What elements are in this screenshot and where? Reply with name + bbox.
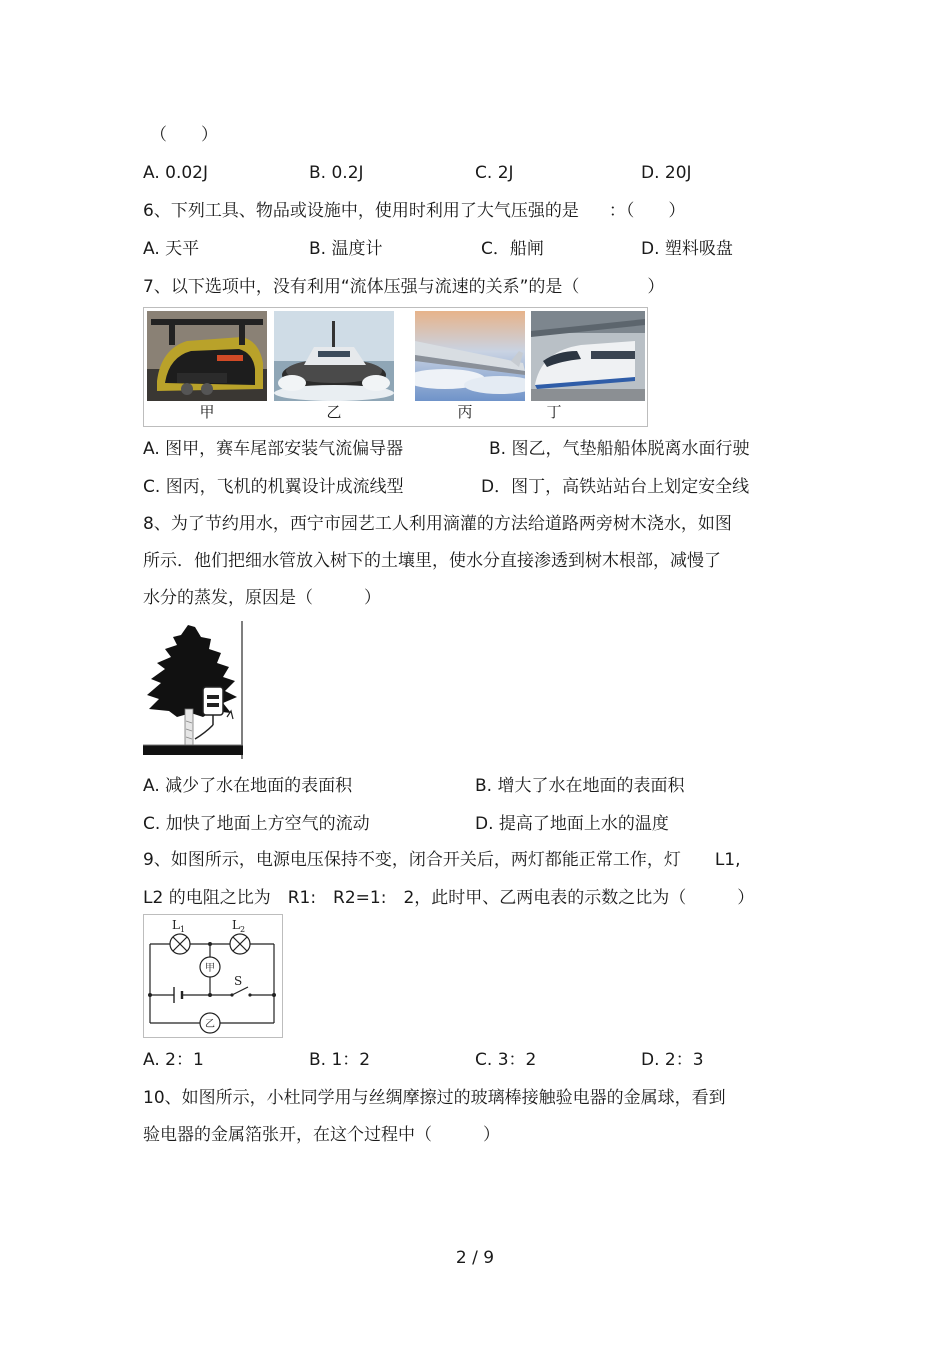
q8-stem-line3: 水分的蒸发，原因是（ ） [143,588,381,608]
q8-stem-line2: 所示．他们把细水管放入树下的土壤里，使水分直接渗透到树木根部，减慢了 [143,551,721,571]
caption-yi: 乙 [326,403,342,421]
caption-bing: 丙 [457,403,473,421]
q7-option-d: D．图丁，高铁站站台上划定安全线 [481,477,750,497]
q9-option-d: D. 2：3 [641,1050,704,1070]
q9-circuit-diagram [143,914,283,1038]
q5-answer-bracket: （ ） [150,125,218,145]
q9-stem-line1: 9、如图所示，电源电压保持不变，闭合开关后，两灯都能正常工作，灯 L1, [143,850,741,870]
q10-stem-line1: 10、如图所示，小杜同学用与丝绸摩擦过的玻璃棒接触验电器的金属球，看到 [143,1088,726,1108]
label-l2: $L_2$ [232,918,246,934]
caption-ding: 丁 [546,403,562,421]
q6-option-c: C．船闸 [481,239,544,259]
label-l1: $L_1$ [172,918,186,934]
high-speed-train-image [531,311,645,401]
q9-option-b: B. 1：2 [309,1050,371,1070]
q8-stem-line1: 8、为了节约用水，西宁市园艺工人利用滴灌的方法给道路两旁树木浇水，如图 [143,514,732,534]
q10-stem-line2: 验电器的金属箔张开，在这个过程中（ ） [143,1125,500,1145]
hovercraft-image [274,311,394,401]
airplane-wing-image [415,311,525,401]
q7-option-a: A. 图甲，赛车尾部安装气流偏导器 [143,439,404,459]
q5-option-d: D. 20J [641,163,692,183]
q8-option-b: B. 增大了水在地面的表面积 [475,776,685,796]
label-switch: S [234,974,243,988]
meter-jia-label: 甲 [205,963,215,974]
q5-option-c: C. 2J [475,163,514,183]
q5-option-a: A. 0.02J [143,163,209,183]
q9-option-c: C. 3：2 [475,1050,537,1070]
q9-option-a: A. 2：1 [143,1050,204,1070]
q6-option-a: A. 天平 [143,239,200,259]
q6-option-d: D. 塑料吸盘 [641,239,733,259]
q6-option-b: B. 温度计 [309,239,383,259]
drip-irrigation-tree-figure [143,621,245,759]
q9-stem-line2: L2 的电阻之比为 R1: R2=1: 2，此时甲、乙两电表的示数之比为（ ） [143,888,755,908]
q7-stem: 7、以下选项中，没有利用“流体压强与流速的关系”的是（ ） [143,277,665,297]
q7-option-b: B. 图乙，气垫船船体脱离水面行驶 [489,439,750,459]
meter-yi-label: 乙 [205,1019,215,1030]
q7-figure [143,307,648,427]
q8-option-a: A. 减少了水在地面的表面积 [143,776,353,796]
q7-option-c: C. 图丙，飞机的机翼设计成流线型 [143,477,404,497]
q5-option-b: B. 0.2J [309,163,364,183]
race-car-image [147,311,267,401]
q8-option-d: D. 提高了地面上水的温度 [475,814,669,834]
q6-stem: 6、下列工具、物品或设施中，使用时利用了大气压强的是 ：（ ） [143,201,686,221]
caption-jia: 甲 [199,403,215,421]
q8-option-c: C. 加快了地面上方空气的流动 [143,814,370,834]
page-number: 2 / 9 [455,1248,495,1268]
